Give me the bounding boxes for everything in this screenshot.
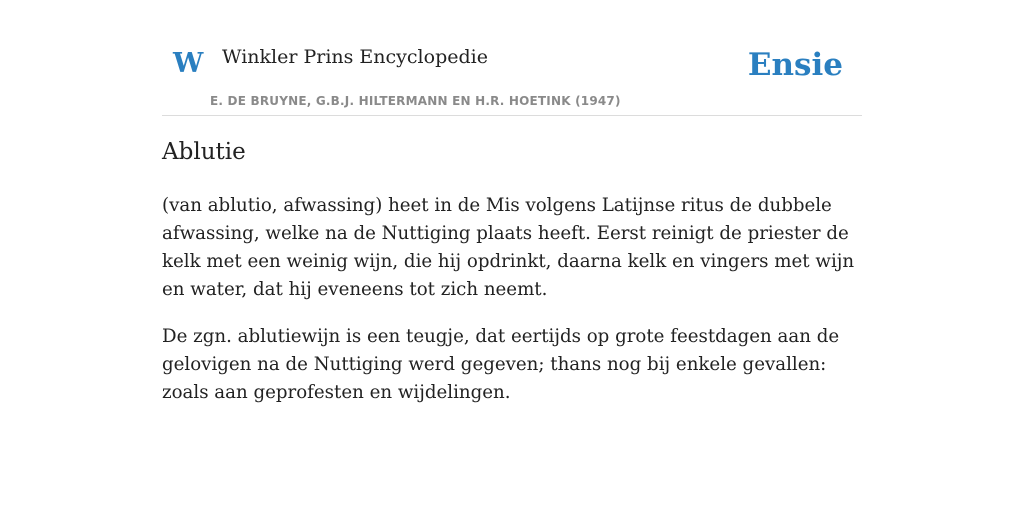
ensie-logo-link[interactable]: Ensie	[747, 47, 843, 83]
source-header	[162, 0, 862, 116]
article-title: Ablutie	[162, 139, 246, 165]
source-authors: E. DE BRUYNE, G.B.J. HILTERMANN EN H.R. HOETINK (1947)	[210, 94, 621, 108]
page-container	[162, 0, 862, 403]
article-paragraph: De zgn. ablutiewijn is een teugje, dat eertijds op grote feestdagen aan de gelovigen na de Nuttiging werd gegeven; thans nog bij enkele gevallen: zoals aan geprofesten en wijdelingen.	[162, 326, 840, 403]
source-title[interactable]: Winkler Prins Encyclopedie	[222, 46, 488, 68]
encyclopedia-logo-icon[interactable]: W	[173, 48, 204, 79]
article-body	[162, 192, 862, 426]
article-paragraph: (van ablutio, afwassing) heet in de Mis volgens Latijnse ritus de dubbele afwassing, welke na de Nuttiging plaats heeft. Eerst reinigt de priester de kelk met een weinig wijn, die hij opdrinkt, daarna kelk en vingers met wijn en water, dat hij eveneens tot zich neemt.	[162, 195, 855, 300]
